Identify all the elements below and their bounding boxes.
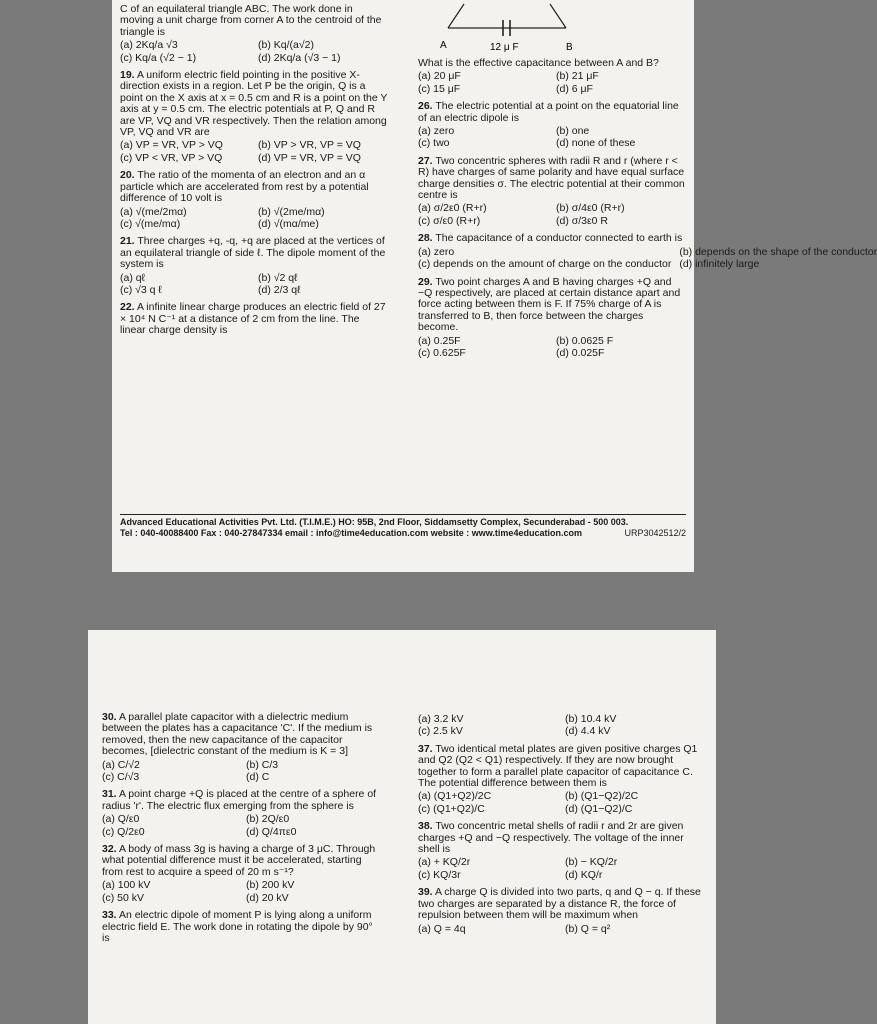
answer-option: (d) √(mα/me) xyxy=(258,217,319,230)
question-number: 22. xyxy=(120,301,135,314)
answer-option: (c) C/√3 xyxy=(102,771,140,784)
question-item xyxy=(120,4,388,64)
answer-option: (a) 2Kq/a √3 xyxy=(120,39,178,52)
answer-option: (a) 3.2 kV xyxy=(418,713,464,725)
question-text: A parallel plate capacitor with a dielectric medium between the plates has a capacitance 'C'. If the medium is removed, then the new capacitance of the capacitor becomes, [dielectric constant of the medium is K = 3] xyxy=(102,711,373,758)
answer-option: (d) 20 kV xyxy=(246,891,289,904)
answer-option: (d) C xyxy=(246,771,270,784)
question-page-top xyxy=(112,0,877,572)
answer-option: (c) σ/ε0 (R+r) xyxy=(418,214,481,227)
answer-option: (b) Q = q² xyxy=(565,922,611,935)
answer-option: (a) σ/2ε0 (R+r) xyxy=(418,202,487,215)
question-text: The ratio of the momenta of an electron and an α particle which are accelerated from rest by a potential difference of 10 volt is xyxy=(120,169,369,205)
answer-option: (a) √(me/2mα) xyxy=(120,205,187,218)
question-text: What is the effective capacitance between A and B? xyxy=(418,57,659,69)
question-item xyxy=(102,789,382,838)
question-item xyxy=(418,744,704,815)
question-number: 31. xyxy=(102,788,117,801)
right-column xyxy=(418,712,704,941)
answer-option: (b) − KQ/2r xyxy=(565,856,618,869)
question-text: The capacitance of a conductor connected to earth is xyxy=(435,232,683,245)
question-item xyxy=(418,887,704,935)
answer-option: (c) Kq/a (√2 − 1) xyxy=(120,51,197,64)
answer-option: (b) Kq/(a√2) xyxy=(258,39,314,52)
capacitance-label: 12 μ F xyxy=(490,42,519,53)
answer-option: (c) two xyxy=(418,137,450,150)
question-text: An electric dipole of moment P is lying along a uniform electric field E. The work done in rotating the dipole by 90° is xyxy=(102,909,373,944)
question-number: 39. xyxy=(418,886,433,899)
answer-option: (a) 0.25F xyxy=(418,334,461,347)
right-column xyxy=(418,2,877,365)
question-number: 28. xyxy=(418,232,433,245)
answer-option: (c) 50 kV xyxy=(102,891,145,904)
question-item xyxy=(120,236,388,296)
answer-options xyxy=(418,71,686,95)
question-item xyxy=(418,232,877,271)
answer-option: (a) C/√2 xyxy=(102,758,140,771)
answer-option: (a) (Q1+Q2)/2C xyxy=(418,790,492,803)
answer-option: (a) Q = 4q xyxy=(418,922,466,935)
question-text: A charge Q is divided into two parts, q and Q − q. If these two charges are separated by a distance R, the force of repulsion between them will be maximum when xyxy=(418,886,701,922)
question-text: C of an equilateral triangle ABC. The work done in moving a unit charge from corner A to the centroid of the triangle is xyxy=(120,3,382,38)
answer-option: (b) 0.0625 F xyxy=(556,334,614,347)
answer-option: (d) 4.4 kV xyxy=(565,725,611,738)
question-number: 33. xyxy=(102,909,117,922)
answer-option: (c) √3 q ℓ xyxy=(120,283,162,296)
answer-option: (b) C/3 xyxy=(246,758,279,771)
answer-option: (d) 0.025F xyxy=(556,346,605,359)
answer-option: (c) 2.5 kV xyxy=(418,725,463,738)
answer-option: (a) qℓ xyxy=(120,271,145,284)
answer-options xyxy=(120,273,388,297)
answer-option: (a) 20 μF xyxy=(418,70,461,83)
answer-options xyxy=(120,207,388,231)
question-number: 27. xyxy=(418,154,433,167)
answer-options xyxy=(120,140,388,164)
node-b-label: B xyxy=(566,42,573,53)
answer-option: (b) √2 qℓ xyxy=(258,271,298,284)
answer-option: (c) Q/2ε0 xyxy=(102,825,145,838)
footer-address: Advanced Educational Activities Pvt. Ltd. (T.I.M.E.) HO: 95B, 2nd Floor, Siddamsetty Complex, Secunderabad - 500 003. xyxy=(120,517,629,527)
answer-options xyxy=(418,791,704,815)
question-text: Three charges +q, -q, +q are placed at the vertices of an equilateral triangle of side ℓ. The dipole moment of the system is xyxy=(120,235,386,271)
question-number: 19. xyxy=(120,69,135,82)
question-item xyxy=(418,714,704,738)
answer-option: (c) 15 μF xyxy=(418,82,461,95)
answer-option: (d) (Q1−Q2)/C xyxy=(565,802,633,815)
question-number: 38. xyxy=(418,820,433,833)
answer-option: (c) (Q1+Q2)/C xyxy=(418,802,485,815)
question-text: Two concentric metal shells of radii r and 2r are given charges +Q and −Q respectively. The voltage of the inner shell is xyxy=(418,820,684,856)
answer-option: (c) 0.625F xyxy=(418,346,466,359)
question-text: Two identical metal plates are given positive charges Q1 and Q2 (Q2 < Q1) respectively. If they are now brought together to form a parallel plate capacitor of capacitance C. The potential difference between them is xyxy=(418,742,698,790)
question-item xyxy=(120,70,388,164)
capacitor-diagram xyxy=(418,2,686,58)
answer-option: (c) VP < VR, VP > VQ xyxy=(120,151,223,164)
question-number: 26. xyxy=(418,100,433,113)
answer-options xyxy=(418,336,686,360)
answer-option: (d) none of these xyxy=(556,137,636,150)
answer-option: (c) KQ/3r xyxy=(418,868,461,881)
answer-option: (b) VP > VR, VP = VQ xyxy=(258,139,361,152)
answer-option: (d) 2Kq/a (√3 − 1) xyxy=(258,51,341,64)
question-text: Two point charges A and B having charges +Q and −Q respectively, are placed at certain distance apart and force acting between them is F. If 75% charge of A is transferred to B, then force between the charges become. xyxy=(418,275,681,334)
answer-options xyxy=(418,203,686,227)
answer-option: (b) √(2me/mα) xyxy=(258,205,325,218)
question-text: The electric potential at a point on the equatorial line of an electric dipole is xyxy=(418,100,679,124)
question-text: A body of mass 3g is having a charge of 3 μC. Through what potential difference must it be accelerated, starting from rest to acquire a speed of 20 m s⁻¹? xyxy=(102,843,376,878)
question-number: 21. xyxy=(120,235,135,248)
answer-option: (b) 2Q/ε0 xyxy=(246,813,290,826)
answer-option: (b) σ/4ε0 (R+r) xyxy=(556,202,625,215)
answer-option: (d) VP = VR, VP = VQ xyxy=(258,151,361,164)
question-item xyxy=(120,170,388,230)
question-item xyxy=(418,156,686,227)
question-text: A point charge +Q is placed at the centre of a sphere of radius 'r'. The electric flux emerging from the sphere is xyxy=(102,788,377,812)
answer-option: (a) 100 kV xyxy=(102,879,151,892)
answer-options xyxy=(102,760,382,784)
answer-options xyxy=(102,880,382,904)
question-number: 37. xyxy=(418,742,433,755)
question-number: 30. xyxy=(102,711,117,723)
answer-option: (d) Q/4πε0 xyxy=(246,825,297,838)
answer-option: (c) √(me/mα) xyxy=(120,217,181,230)
answer-options xyxy=(102,814,382,838)
answer-option: (b) 21 μF xyxy=(556,70,599,83)
answer-option: (b) one xyxy=(556,125,590,138)
question-item xyxy=(418,101,686,150)
answer-option: (a) zero xyxy=(418,245,455,258)
question-page-bottom xyxy=(88,630,716,1024)
answer-option: (b) (Q1−Q2)/2C xyxy=(565,790,639,803)
answer-option: (c) depends on the amount of charge on the conductor xyxy=(418,258,672,271)
question-item xyxy=(120,302,388,336)
answer-option: (b) depends on the shape of the conductor xyxy=(679,245,877,258)
answer-option: (d) 2/3 qℓ xyxy=(258,283,301,296)
question-text: A infinite linear charge produces an electric field of 27 × 10⁴ N C⁻¹ at a distance of 2 cm from the line. The linear charge density is xyxy=(120,301,386,337)
footer-contact: Tel : 040-40088400 Fax : 040-27847334 email : info@time4education.com website : www.time4education.com xyxy=(120,528,582,538)
answer-option: (a) Q/ε0 xyxy=(102,813,140,826)
answer-options xyxy=(418,245,877,271)
answer-option: (d) 6 μF xyxy=(556,82,593,95)
answer-option: (a) + KQ/2r xyxy=(418,856,471,869)
answer-options xyxy=(120,40,388,64)
question-item xyxy=(418,821,704,881)
answer-option: (d) KQ/r xyxy=(565,868,603,881)
question-item xyxy=(102,712,382,783)
question-item xyxy=(418,58,686,95)
answer-option: (a) VP = VR, VP > VQ xyxy=(120,139,223,152)
question-item xyxy=(418,277,686,360)
answer-options xyxy=(418,714,704,738)
answer-options xyxy=(418,857,704,881)
question-number: 20. xyxy=(120,169,135,182)
question-number: 32. xyxy=(102,843,117,856)
answer-option: (a) zero xyxy=(418,125,455,138)
publisher-footer xyxy=(120,514,686,539)
footer-code: URP3042512/2 xyxy=(624,528,686,538)
answer-options xyxy=(418,126,686,150)
left-column xyxy=(102,712,382,950)
answer-option: (b) 10.4 kV xyxy=(565,713,617,725)
answer-option: (d) σ/3ε0 R xyxy=(556,214,609,227)
left-column xyxy=(120,4,388,343)
question-text: A uniform electric field pointing in the positive X-direction exists in a region. Let P be the origin, Q is a point on the X axis at x = 0.5 cm and R is a point on the Y axis at y = 0.5 cm. The electric potentials at P, Q and R are VP, VQ and VR respectively. Then the relation among VP, VQ and VR are xyxy=(120,69,388,139)
answer-option: (b) 200 kV xyxy=(246,879,295,892)
question-item xyxy=(102,910,382,944)
capacitor-network-figure xyxy=(418,2,686,58)
answer-option: (d) infinitely large xyxy=(679,258,760,271)
question-item xyxy=(102,844,382,904)
question-number: 29. xyxy=(418,275,433,288)
question-text: Two concentric spheres with radii R and r (where r < R) have charges of same polarity and have equal surface charge densities σ. The electric potential at their common centre is xyxy=(418,154,685,202)
node-a-label: A xyxy=(440,40,447,51)
answer-options xyxy=(418,924,704,935)
